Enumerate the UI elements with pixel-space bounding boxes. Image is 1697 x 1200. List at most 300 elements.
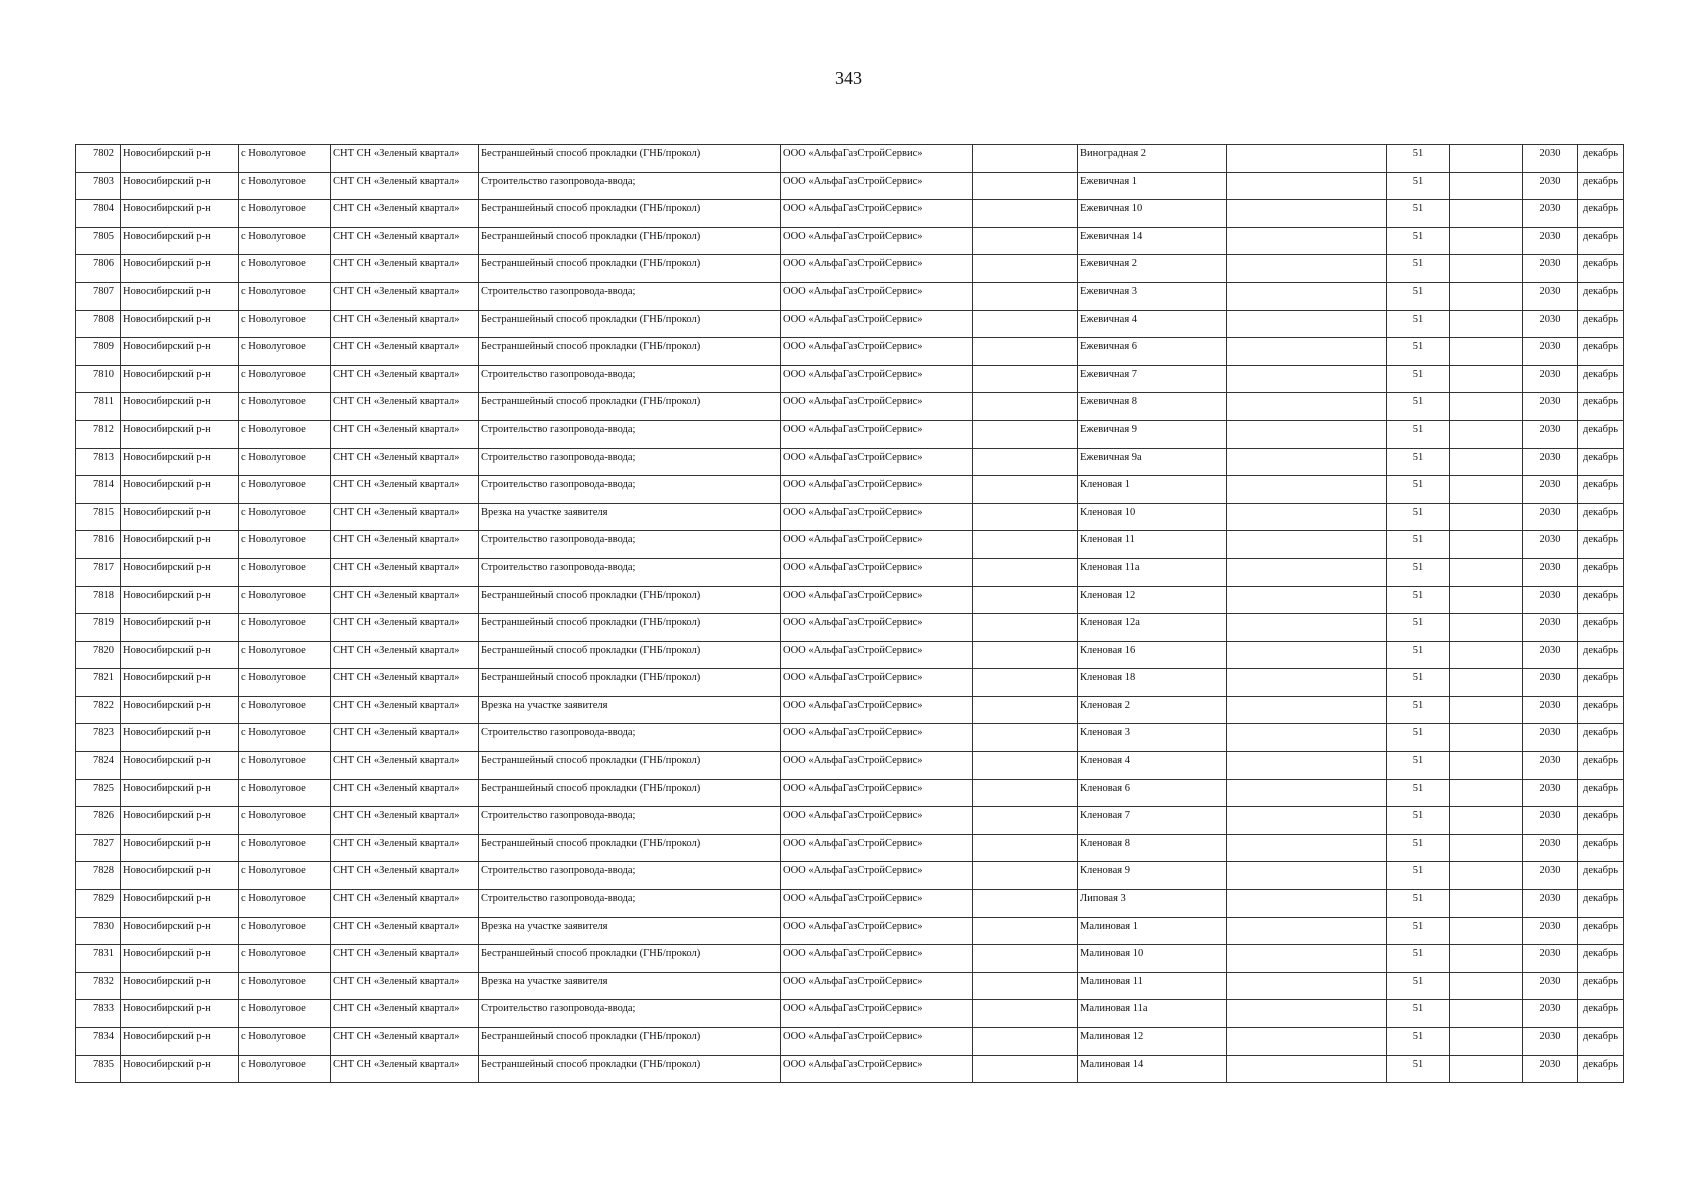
- district-cell: Новосибирский р-н: [121, 365, 239, 393]
- empty-col-cell: [973, 1028, 1078, 1056]
- address-cell: Ежевичная 6: [1078, 338, 1227, 366]
- row-number-cell: 7824: [76, 752, 121, 780]
- value-cell: 51: [1387, 365, 1450, 393]
- district-cell: Новосибирский р-н: [121, 145, 239, 173]
- work-type-cell: Врезка на участке заявителя: [479, 917, 781, 945]
- empty-col-cell: [1450, 586, 1523, 614]
- snt-cell: СНТ СН «Зеленый квартал»: [331, 145, 479, 173]
- empty-col-cell: [1450, 669, 1523, 697]
- table-row: [76, 393, 1624, 421]
- row-number-cell: 7835: [76, 1055, 121, 1083]
- empty-col-cell: [1450, 1055, 1523, 1083]
- empty-col-cell: [973, 420, 1078, 448]
- empty-col-cell: [973, 1000, 1078, 1028]
- table-row: [76, 641, 1624, 669]
- address-cell: Ежевичная 10: [1078, 200, 1227, 228]
- work-type-cell: Строительство газопровода-ввода;: [479, 890, 781, 918]
- empty-col-cell: [1450, 752, 1523, 780]
- settlement-cell: с Новолуговое: [239, 282, 331, 310]
- value-cell: 51: [1387, 917, 1450, 945]
- month-cell: декабрь: [1578, 476, 1624, 504]
- settlement-cell: с Новолуговое: [239, 972, 331, 1000]
- snt-cell: СНТ СН «Зеленый квартал»: [331, 752, 479, 780]
- work-type-cell: Бестраншейный способ прокладки (ГНБ/прокол): [479, 669, 781, 697]
- snt-cell: СНТ СН «Зеленый квартал»: [331, 641, 479, 669]
- work-type-cell: Строительство газопровода-ввода;: [479, 862, 781, 890]
- empty-col-cell: [973, 945, 1078, 973]
- district-cell: Новосибирский р-н: [121, 752, 239, 780]
- settlement-cell: с Новолуговое: [239, 172, 331, 200]
- table-row: [76, 255, 1624, 283]
- settlement-cell: с Новолуговое: [239, 614, 331, 642]
- empty-col-cell: [1450, 365, 1523, 393]
- table-row: [76, 779, 1624, 807]
- work-type-cell: Бестраншейный способ прокладки (ГНБ/прокол): [479, 310, 781, 338]
- address-cell: Малиновая 10: [1078, 945, 1227, 973]
- empty-col-cell: [1227, 310, 1387, 338]
- work-type-cell: Бестраншейный способ прокладки (ГНБ/прокол): [479, 779, 781, 807]
- row-number-cell: 7802: [76, 145, 121, 173]
- row-number-cell: 7815: [76, 503, 121, 531]
- value-cell: 51: [1387, 752, 1450, 780]
- row-number-cell: 7818: [76, 586, 121, 614]
- settlement-cell: с Новолуговое: [239, 448, 331, 476]
- work-type-cell: Бестраншейный способ прокладки (ГНБ/прокол): [479, 1055, 781, 1083]
- table-row: [76, 696, 1624, 724]
- empty-col-cell: [1227, 282, 1387, 310]
- year-cell: 2030: [1523, 282, 1578, 310]
- district-cell: Новосибирский р-н: [121, 476, 239, 504]
- address-cell: Ежевичная 3: [1078, 282, 1227, 310]
- month-cell: декабрь: [1578, 807, 1624, 835]
- contractor-cell: ООО «АльфаГазСтройСервис»: [781, 696, 973, 724]
- work-type-cell: Бестраншейный способ прокладки (ГНБ/прокол): [479, 641, 781, 669]
- year-cell: 2030: [1523, 945, 1578, 973]
- year-cell: 2030: [1523, 558, 1578, 586]
- snt-cell: СНТ СН «Зеленый квартал»: [331, 200, 479, 228]
- contractor-cell: ООО «АльфаГазСтройСервис»: [781, 1055, 973, 1083]
- empty-col-cell: [973, 310, 1078, 338]
- settlement-cell: с Новолуговое: [239, 531, 331, 559]
- month-cell: декабрь: [1578, 724, 1624, 752]
- contractor-cell: ООО «АльфаГазСтройСервис»: [781, 282, 973, 310]
- snt-cell: СНТ СН «Зеленый квартал»: [331, 1000, 479, 1028]
- address-cell: Кленовая 1: [1078, 476, 1227, 504]
- value-cell: 51: [1387, 338, 1450, 366]
- table-row: [76, 669, 1624, 697]
- empty-col-cell: [973, 1055, 1078, 1083]
- table-row: [76, 476, 1624, 504]
- empty-col-cell: [1227, 1028, 1387, 1056]
- snt-cell: СНТ СН «Зеленый квартал»: [331, 807, 479, 835]
- table-row: [76, 365, 1624, 393]
- row-number-cell: 7813: [76, 448, 121, 476]
- value-cell: 51: [1387, 834, 1450, 862]
- empty-col-cell: [973, 282, 1078, 310]
- contractor-cell: ООО «АльфаГазСтройСервис»: [781, 310, 973, 338]
- address-cell: Кленовая 16: [1078, 641, 1227, 669]
- table-row: [76, 227, 1624, 255]
- empty-col-cell: [1227, 227, 1387, 255]
- empty-col-cell: [1450, 614, 1523, 642]
- month-cell: декабрь: [1578, 531, 1624, 559]
- address-cell: Ежевичная 9: [1078, 420, 1227, 448]
- month-cell: декабрь: [1578, 641, 1624, 669]
- empty-col-cell: [1227, 420, 1387, 448]
- month-cell: декабрь: [1578, 145, 1624, 173]
- month-cell: декабрь: [1578, 586, 1624, 614]
- district-cell: Новосибирский р-н: [121, 834, 239, 862]
- value-cell: 51: [1387, 282, 1450, 310]
- row-number-cell: 7832: [76, 972, 121, 1000]
- row-number-cell: 7810: [76, 365, 121, 393]
- settlement-cell: с Новолуговое: [239, 807, 331, 835]
- value-cell: 51: [1387, 890, 1450, 918]
- empty-col-cell: [1450, 172, 1523, 200]
- table-row: [76, 1000, 1624, 1028]
- month-cell: декабрь: [1578, 200, 1624, 228]
- snt-cell: СНТ СН «Зеленый квартал»: [331, 779, 479, 807]
- district-cell: Новосибирский р-н: [121, 338, 239, 366]
- address-cell: Ежевичная 14: [1078, 227, 1227, 255]
- value-cell: 51: [1387, 669, 1450, 697]
- month-cell: декабрь: [1578, 696, 1624, 724]
- settlement-cell: с Новолуговое: [239, 310, 331, 338]
- row-number-cell: 7806: [76, 255, 121, 283]
- empty-col-cell: [1227, 448, 1387, 476]
- value-cell: 51: [1387, 227, 1450, 255]
- empty-col-cell: [1450, 558, 1523, 586]
- empty-col-cell: [1227, 365, 1387, 393]
- row-number-cell: 7821: [76, 669, 121, 697]
- address-cell: Ежевичная 9а: [1078, 448, 1227, 476]
- work-type-cell: Строительство газопровода-ввода;: [479, 172, 781, 200]
- table-row: [76, 862, 1624, 890]
- district-cell: Новосибирский р-н: [121, 1055, 239, 1083]
- address-cell: Кленовая 11а: [1078, 558, 1227, 586]
- settlement-cell: с Новолуговое: [239, 917, 331, 945]
- year-cell: 2030: [1523, 200, 1578, 228]
- row-number-cell: 7826: [76, 807, 121, 835]
- empty-col-cell: [1227, 393, 1387, 421]
- address-cell: Малиновая 11а: [1078, 1000, 1227, 1028]
- month-cell: декабрь: [1578, 1000, 1624, 1028]
- settlement-cell: с Новолуговое: [239, 945, 331, 973]
- value-cell: 51: [1387, 807, 1450, 835]
- empty-col-cell: [1450, 420, 1523, 448]
- empty-col-cell: [1450, 200, 1523, 228]
- contractor-cell: ООО «АльфаГазСтройСервис»: [781, 200, 973, 228]
- month-cell: декабрь: [1578, 834, 1624, 862]
- month-cell: декабрь: [1578, 669, 1624, 697]
- row-number-cell: 7834: [76, 1028, 121, 1056]
- row-number-cell: 7831: [76, 945, 121, 973]
- snt-cell: СНТ СН «Зеленый квартал»: [331, 945, 479, 973]
- settlement-cell: с Новолуговое: [239, 420, 331, 448]
- table-row: [76, 614, 1624, 642]
- contractor-cell: ООО «АльфаГазСтройСервис»: [781, 420, 973, 448]
- value-cell: 51: [1387, 448, 1450, 476]
- value-cell: 51: [1387, 476, 1450, 504]
- work-type-cell: Бестраншейный способ прокладки (ГНБ/прокол): [479, 834, 781, 862]
- year-cell: 2030: [1523, 807, 1578, 835]
- year-cell: 2030: [1523, 448, 1578, 476]
- district-cell: Новосибирский р-н: [121, 641, 239, 669]
- month-cell: декабрь: [1578, 448, 1624, 476]
- contractor-cell: ООО «АльфаГазСтройСервис»: [781, 614, 973, 642]
- month-cell: декабрь: [1578, 227, 1624, 255]
- empty-col-cell: [1227, 696, 1387, 724]
- contractor-cell: ООО «АльфаГазСтройСервис»: [781, 448, 973, 476]
- settlement-cell: с Новолуговое: [239, 1000, 331, 1028]
- contractor-cell: ООО «АльфаГазСтройСервис»: [781, 890, 973, 918]
- address-cell: Малиновая 11: [1078, 972, 1227, 1000]
- snt-cell: СНТ СН «Зеленый квартал»: [331, 558, 479, 586]
- empty-col-cell: [973, 779, 1078, 807]
- row-number-cell: 7822: [76, 696, 121, 724]
- snt-cell: СНТ СН «Зеленый квартал»: [331, 531, 479, 559]
- empty-col-cell: [1450, 1028, 1523, 1056]
- contractor-cell: ООО «АльфаГазСтройСервис»: [781, 393, 973, 421]
- contractor-cell: ООО «АльфаГазСтройСервис»: [781, 752, 973, 780]
- district-cell: Новосибирский р-н: [121, 558, 239, 586]
- value-cell: 51: [1387, 145, 1450, 173]
- empty-col-cell: [973, 669, 1078, 697]
- snt-cell: СНТ СН «Зеленый квартал»: [331, 255, 479, 283]
- row-number-cell: 7807: [76, 282, 121, 310]
- district-cell: Новосибирский р-н: [121, 448, 239, 476]
- address-cell: Кленовая 10: [1078, 503, 1227, 531]
- empty-col-cell: [1227, 752, 1387, 780]
- empty-col-cell: [1227, 1055, 1387, 1083]
- table-row: [76, 420, 1624, 448]
- work-type-cell: Строительство газопровода-ввода;: [479, 531, 781, 559]
- row-number-cell: 7814: [76, 476, 121, 504]
- row-number-cell: 7833: [76, 1000, 121, 1028]
- work-type-cell: Бестраншейный способ прокладки (ГНБ/прокол): [479, 614, 781, 642]
- snt-cell: СНТ СН «Зеленый квартал»: [331, 227, 479, 255]
- year-cell: 2030: [1523, 531, 1578, 559]
- contractor-cell: ООО «АльфаГазСтройСервис»: [781, 641, 973, 669]
- snt-cell: СНТ СН «Зеленый квартал»: [331, 917, 479, 945]
- value-cell: 51: [1387, 945, 1450, 973]
- settlement-cell: с Новолуговое: [239, 669, 331, 697]
- empty-col-cell: [973, 890, 1078, 918]
- district-cell: Новосибирский р-н: [121, 200, 239, 228]
- table-row: [76, 890, 1624, 918]
- year-cell: 2030: [1523, 227, 1578, 255]
- row-number-cell: 7805: [76, 227, 121, 255]
- work-type-cell: Врезка на участке заявителя: [479, 972, 781, 1000]
- address-cell: Кленовая 7: [1078, 807, 1227, 835]
- row-number-cell: 7812: [76, 420, 121, 448]
- district-cell: Новосибирский р-н: [121, 586, 239, 614]
- contractor-cell: ООО «АльфаГазСтройСервис»: [781, 145, 973, 173]
- settlement-cell: с Новолуговое: [239, 834, 331, 862]
- month-cell: декабрь: [1578, 310, 1624, 338]
- settlement-cell: с Новолуговое: [239, 558, 331, 586]
- year-cell: 2030: [1523, 145, 1578, 173]
- year-cell: 2030: [1523, 420, 1578, 448]
- row-number-cell: 7819: [76, 614, 121, 642]
- contractor-cell: ООО «АльфаГазСтройСервис»: [781, 503, 973, 531]
- empty-col-cell: [1227, 724, 1387, 752]
- empty-col-cell: [1227, 862, 1387, 890]
- row-number-cell: 7820: [76, 641, 121, 669]
- district-cell: Новосибирский р-н: [121, 255, 239, 283]
- value-cell: 51: [1387, 558, 1450, 586]
- month-cell: декабрь: [1578, 752, 1624, 780]
- settlement-cell: с Новолуговое: [239, 752, 331, 780]
- page-number: 343: [835, 68, 862, 88]
- contractor-cell: ООО «АльфаГазСтройСервис»: [781, 365, 973, 393]
- row-number-cell: 7825: [76, 779, 121, 807]
- settlement-cell: с Новолуговое: [239, 227, 331, 255]
- table-row: [76, 310, 1624, 338]
- contractor-cell: ООО «АльфаГазСтройСервис»: [781, 724, 973, 752]
- table-row: [76, 807, 1624, 835]
- empty-col-cell: [1450, 862, 1523, 890]
- empty-col-cell: [1450, 807, 1523, 835]
- district-cell: Новосибирский р-н: [121, 172, 239, 200]
- month-cell: декабрь: [1578, 1028, 1624, 1056]
- row-number-cell: 7830: [76, 917, 121, 945]
- work-type-cell: Строительство газопровода-ввода;: [479, 1000, 781, 1028]
- address-cell: Кленовая 8: [1078, 834, 1227, 862]
- empty-col-cell: [973, 338, 1078, 366]
- table-row: [76, 752, 1624, 780]
- district-cell: Новосибирский р-н: [121, 531, 239, 559]
- contractor-cell: ООО «АльфаГазСтройСервис»: [781, 338, 973, 366]
- contractor-cell: ООО «АльфаГазСтройСервис»: [781, 1000, 973, 1028]
- work-type-cell: Врезка на участке заявителя: [479, 503, 781, 531]
- contractor-cell: ООО «АльфаГазСтройСервис»: [781, 586, 973, 614]
- empty-col-cell: [1227, 917, 1387, 945]
- empty-col-cell: [973, 834, 1078, 862]
- row-number-cell: 7828: [76, 862, 121, 890]
- empty-col-cell: [973, 586, 1078, 614]
- empty-col-cell: [973, 558, 1078, 586]
- empty-col-cell: [1450, 917, 1523, 945]
- empty-col-cell: [1450, 145, 1523, 173]
- empty-col-cell: [1227, 172, 1387, 200]
- snt-cell: СНТ СН «Зеленый квартал»: [331, 696, 479, 724]
- table-row: [76, 972, 1624, 1000]
- address-cell: Кленовая 11: [1078, 531, 1227, 559]
- district-cell: Новосибирский р-н: [121, 696, 239, 724]
- table-row: [76, 586, 1624, 614]
- month-cell: декабрь: [1578, 1055, 1624, 1083]
- row-number-cell: 7829: [76, 890, 121, 918]
- empty-col-cell: [973, 614, 1078, 642]
- empty-col-cell: [973, 696, 1078, 724]
- contractor-cell: ООО «АльфаГазСтройСервис»: [781, 972, 973, 1000]
- empty-col-cell: [1450, 310, 1523, 338]
- year-cell: 2030: [1523, 338, 1578, 366]
- value-cell: 51: [1387, 586, 1450, 614]
- empty-col-cell: [1450, 972, 1523, 1000]
- value-cell: 51: [1387, 200, 1450, 228]
- table-row: [76, 945, 1624, 973]
- value-cell: 51: [1387, 1028, 1450, 1056]
- address-cell: Ежевичная 1: [1078, 172, 1227, 200]
- contractor-cell: ООО «АльфаГазСтройСервис»: [781, 834, 973, 862]
- year-cell: 2030: [1523, 669, 1578, 697]
- empty-col-cell: [973, 752, 1078, 780]
- work-type-cell: Бестраншейный способ прокладки (ГНБ/прокол): [479, 227, 781, 255]
- snt-cell: СНТ СН «Зеленый квартал»: [331, 476, 479, 504]
- work-type-cell: Строительство газопровода-ввода;: [479, 724, 781, 752]
- month-cell: декабрь: [1578, 972, 1624, 1000]
- contractor-cell: ООО «АльфаГазСтройСервис»: [781, 917, 973, 945]
- contractor-cell: ООО «АльфаГазСтройСервис»: [781, 807, 973, 835]
- address-cell: Кленовая 12: [1078, 586, 1227, 614]
- empty-col-cell: [1450, 696, 1523, 724]
- row-number-cell: 7823: [76, 724, 121, 752]
- table-row: [76, 145, 1624, 173]
- settlement-cell: с Новолуговое: [239, 200, 331, 228]
- year-cell: 2030: [1523, 890, 1578, 918]
- settlement-cell: с Новолуговое: [239, 365, 331, 393]
- empty-col-cell: [1450, 779, 1523, 807]
- district-cell: Новосибирский р-н: [121, 420, 239, 448]
- work-type-cell: Строительство газопровода-ввода;: [479, 807, 781, 835]
- year-cell: 2030: [1523, 310, 1578, 338]
- work-type-cell: Врезка на участке заявителя: [479, 696, 781, 724]
- month-cell: декабрь: [1578, 420, 1624, 448]
- value-cell: 51: [1387, 172, 1450, 200]
- settlement-cell: с Новолуговое: [239, 1055, 331, 1083]
- work-type-cell: Бестраншейный способ прокладки (ГНБ/прокол): [479, 586, 781, 614]
- year-cell: 2030: [1523, 586, 1578, 614]
- year-cell: 2030: [1523, 917, 1578, 945]
- district-cell: Новосибирский р-н: [121, 393, 239, 421]
- snt-cell: СНТ СН «Зеленый квартал»: [331, 365, 479, 393]
- contractor-cell: ООО «АльфаГазСтройСервис»: [781, 1028, 973, 1056]
- district-cell: Новосибирский р-н: [121, 614, 239, 642]
- address-cell: Кленовая 18: [1078, 669, 1227, 697]
- work-type-cell: Бестраншейный способ прокладки (ГНБ/прокол): [479, 145, 781, 173]
- value-cell: 51: [1387, 972, 1450, 1000]
- address-cell: Кленовая 2: [1078, 696, 1227, 724]
- settlement-cell: с Новолуговое: [239, 1028, 331, 1056]
- work-type-cell: Строительство газопровода-ввода;: [479, 282, 781, 310]
- table-row: [76, 917, 1624, 945]
- snt-cell: СНТ СН «Зеленый квартал»: [331, 1055, 479, 1083]
- settlement-cell: с Новолуговое: [239, 696, 331, 724]
- value-cell: 51: [1387, 503, 1450, 531]
- year-cell: 2030: [1523, 503, 1578, 531]
- contractor-cell: ООО «АльфаГазСтройСервис»: [781, 255, 973, 283]
- settlement-cell: с Новолуговое: [239, 338, 331, 366]
- snt-cell: СНТ СН «Зеленый квартал»: [331, 724, 479, 752]
- row-number-cell: 7809: [76, 338, 121, 366]
- value-cell: 51: [1387, 641, 1450, 669]
- month-cell: декабрь: [1578, 614, 1624, 642]
- work-type-cell: Строительство газопровода-ввода;: [479, 448, 781, 476]
- empty-col-cell: [1227, 476, 1387, 504]
- work-type-cell: Бестраншейный способ прокладки (ГНБ/прокол): [479, 945, 781, 973]
- month-cell: декабрь: [1578, 890, 1624, 918]
- address-cell: Ежевичная 2: [1078, 255, 1227, 283]
- empty-col-cell: [973, 972, 1078, 1000]
- empty-col-cell: [1450, 531, 1523, 559]
- value-cell: 51: [1387, 614, 1450, 642]
- settlement-cell: с Новолуговое: [239, 586, 331, 614]
- table-row: [76, 1028, 1624, 1056]
- empty-col-cell: [1450, 282, 1523, 310]
- empty-col-cell: [973, 917, 1078, 945]
